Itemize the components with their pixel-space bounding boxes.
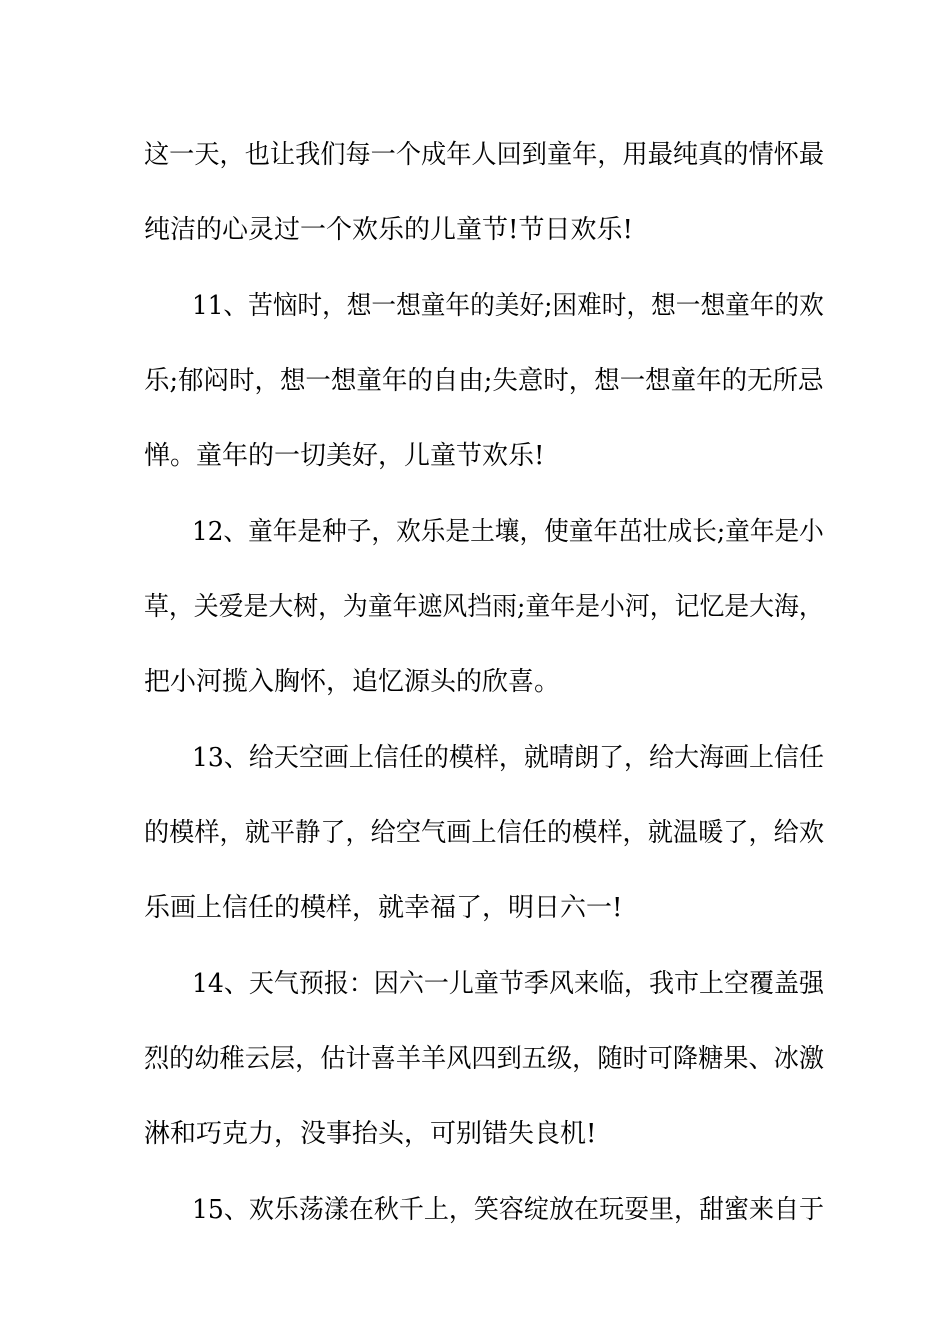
item-11-line-1: 11、苦恼时，想一想童年的美好;困难时，想一想童年的欢	[192, 291, 824, 321]
text-line-2: 纯洁的心灵过一个欢乐的儿童节!节日欢乐!	[144, 215, 633, 245]
item-12-line-3: 把小河揽入胸怀，追忆源头的欣喜。	[144, 667, 561, 697]
item-11-line-3: 惮。童年的一切美好，儿童节欢乐!	[144, 441, 545, 471]
item-14-line-3: 淋和巧克力，没事抬头，可别错失良机!	[144, 1119, 597, 1149]
item-13-line-2: 的模样，就平静了，给空气画上信任的模样，就温暖了，给欢	[144, 818, 825, 848]
item-14-line-1: 14、天气预报：因六一儿童节季风来临，我市上空覆盖强	[192, 969, 825, 999]
item-12-line-1: 12、童年是种子，欢乐是土壤，使童年茁壮成长;童年是小	[192, 517, 824, 547]
text-line-1: 这一天，也让我们每一个成年人回到童年，用最纯真的情怀最	[144, 140, 825, 170]
item-13-line-1: 13、给天空画上信任的模样，就晴朗了，给大海画上信任	[192, 743, 825, 773]
item-11-line-2: 乐;郁闷时，想一想童年的自由;失意时，想一想童年的无所忌	[144, 366, 824, 396]
item-14-line-2: 烈的幼稚云层，估计喜羊羊风四到五级，随时可降糖果、冰激	[144, 1044, 825, 1074]
item-15-line-1: 15、欢乐荡漾在秋千上，笑容绽放在玩耍里，甜蜜来自于	[192, 1195, 825, 1225]
item-13-line-3: 乐画上信任的模样，就幸福了，明日六一!	[144, 893, 623, 923]
item-12-line-2: 草，关爱是大树，为童年遮风挡雨;童年是小河，记忆是大海，	[144, 592, 824, 622]
